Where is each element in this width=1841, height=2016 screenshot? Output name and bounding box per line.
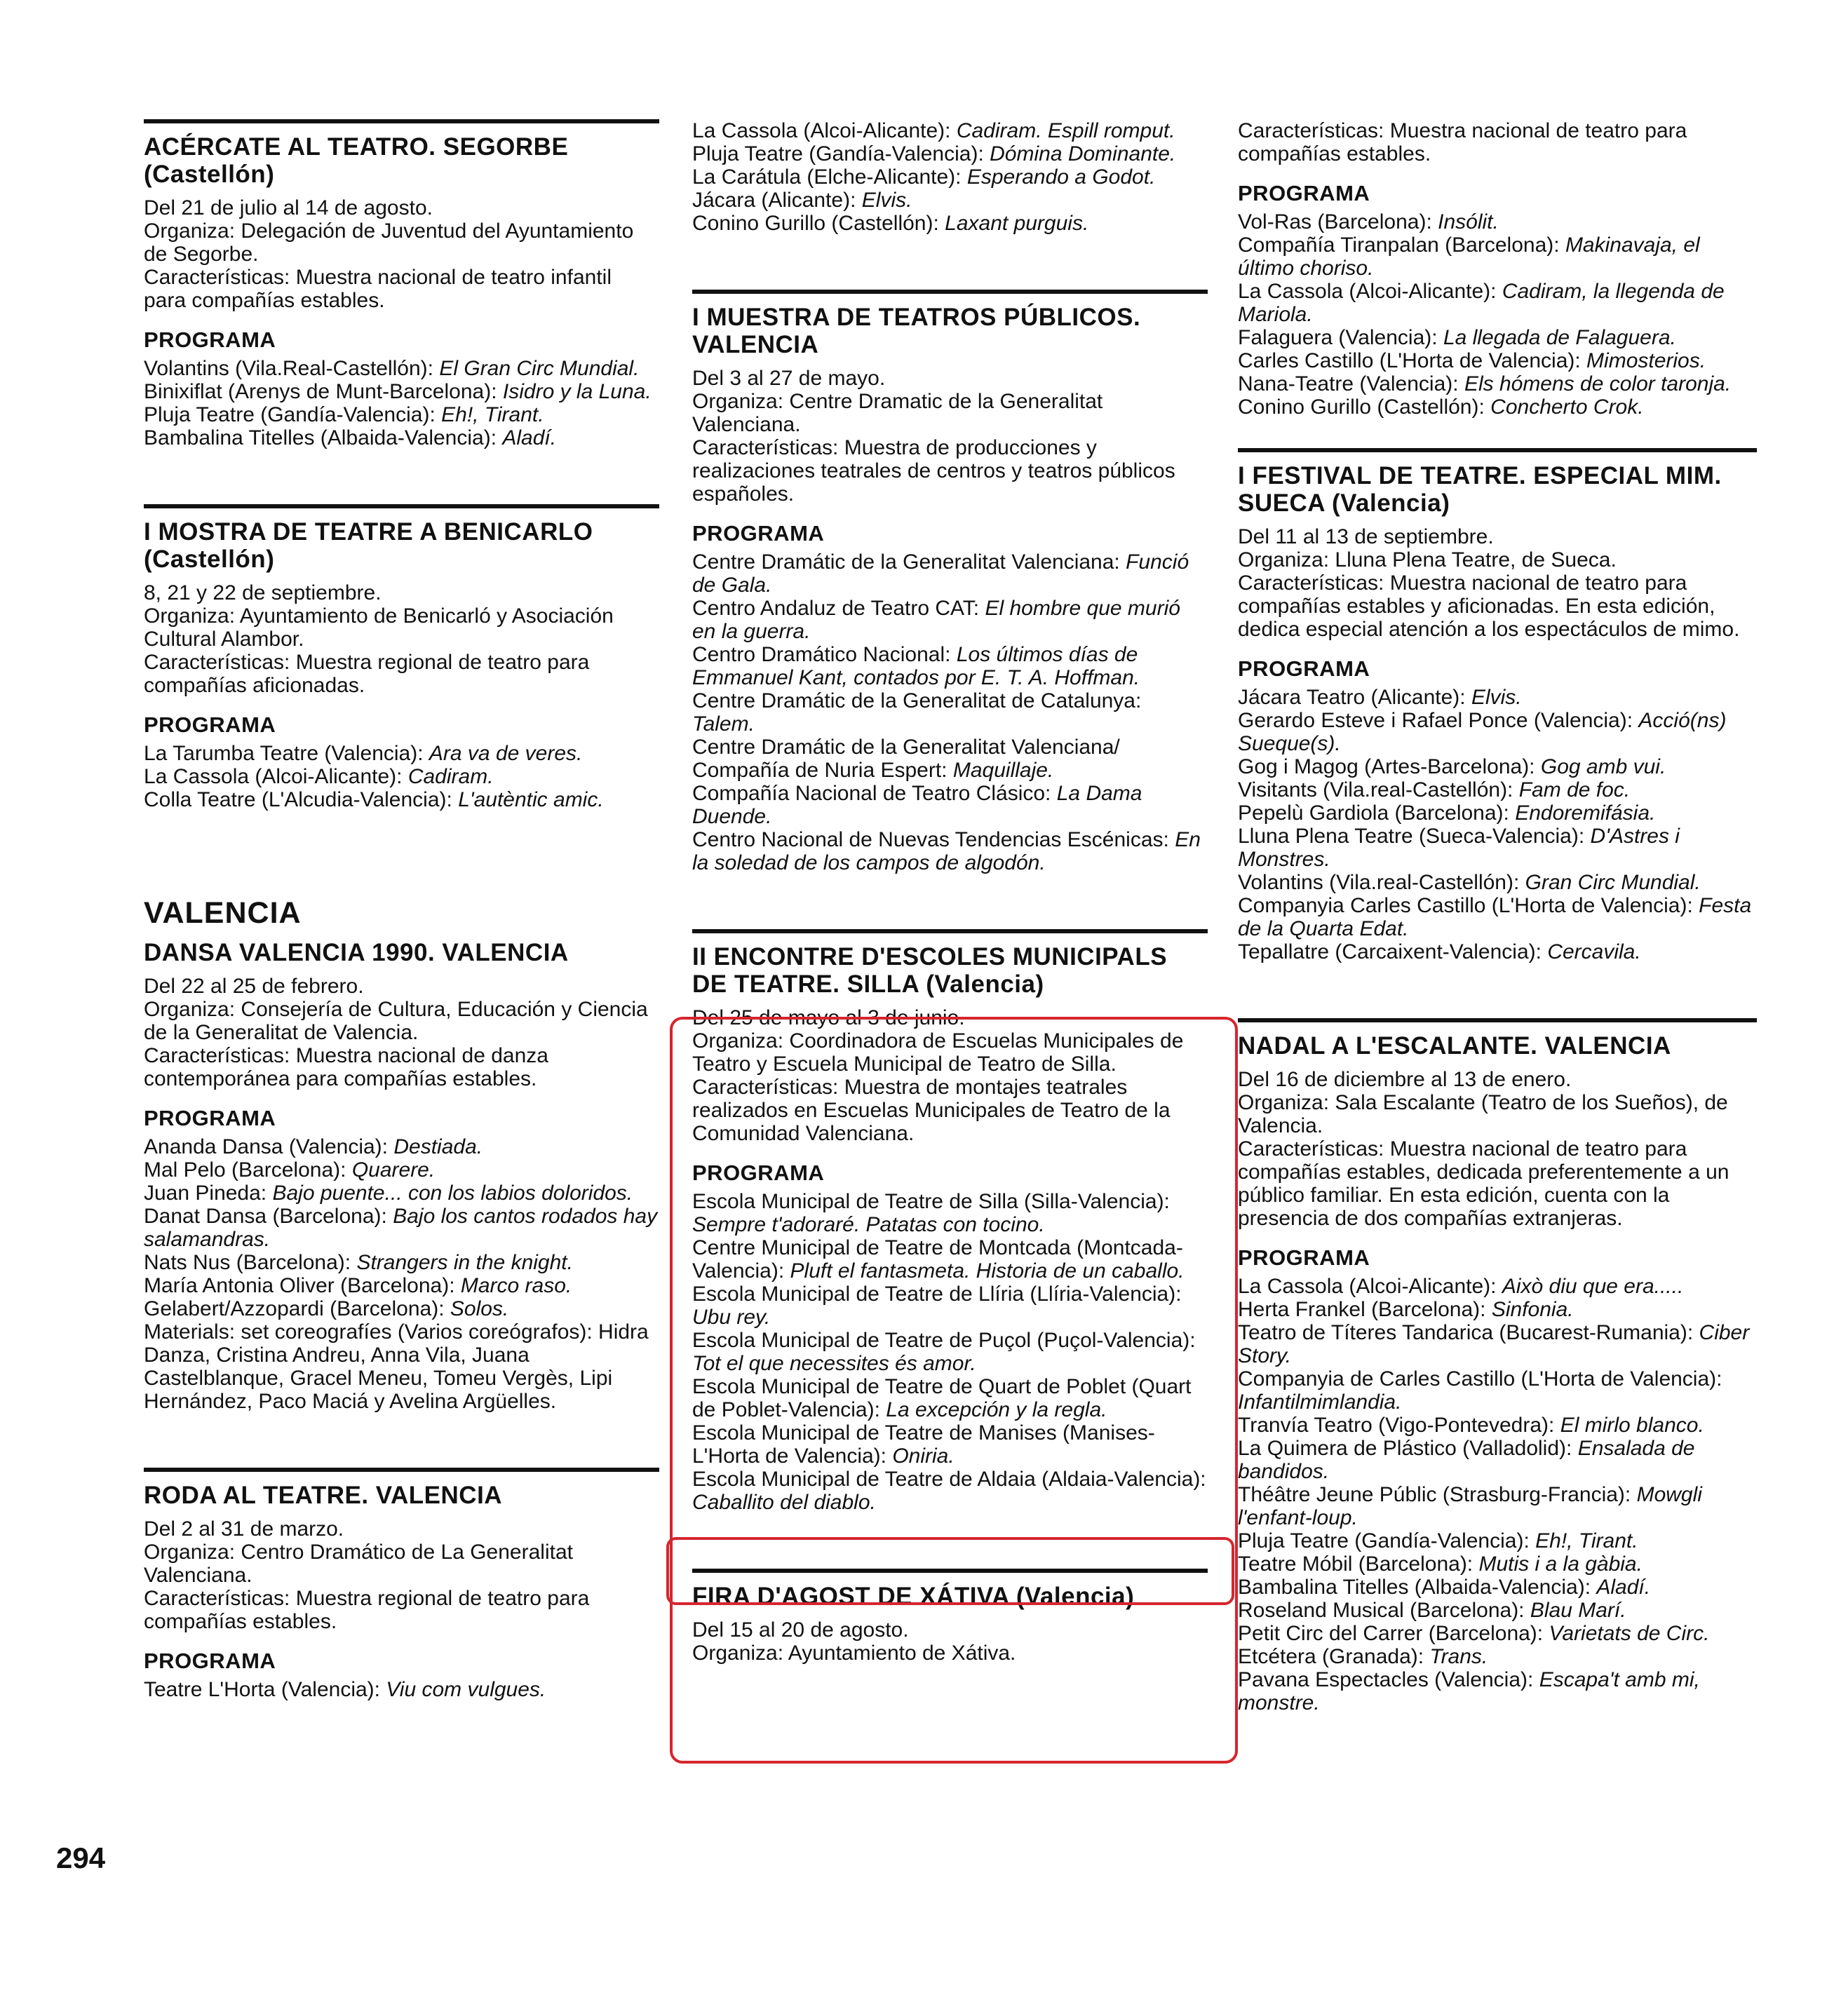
work-title: Ara va de veres. (429, 742, 583, 765)
festival-segorbe (144, 119, 659, 449)
program-entry (1238, 1622, 1757, 1645)
program-entry (1238, 778, 1757, 801)
program-entry (144, 1274, 659, 1297)
section-title: RODA AL TEATRE. VALENCIA (144, 1482, 503, 1509)
program-entry (1238, 372, 1757, 395)
characteristics: Características: Muestra regional de teatro para compañías estables. (144, 1587, 590, 1633)
festival-xativa (692, 1569, 1208, 1665)
program-entry (692, 736, 1208, 782)
work-title: Sinfonia. (1491, 1298, 1574, 1321)
work-title: Els hómens de color taronja. (1464, 372, 1732, 395)
organizer: Organiza: Ayuntamiento de Xátiva. (692, 1642, 1016, 1665)
work-title: Destiada. (393, 1135, 483, 1158)
work-title: Strangers in the knight. (356, 1251, 573, 1274)
company: Centre Dramátic de la Generalitat de Catalunya: (692, 689, 1142, 712)
company: Bambalina Titelles (Albaida-Valencia): (144, 426, 497, 449)
program-entry (1238, 1483, 1757, 1529)
section-rule (144, 119, 659, 123)
program-entry (144, 380, 659, 403)
work-title: Això diu que era..... (1502, 1275, 1684, 1298)
company: Mal Pelo (Barcelona): (144, 1158, 346, 1182)
section-title: I MOSTRA DE TEATRE A BENICARLO (Castellón) (144, 518, 593, 573)
program-entry (1238, 686, 1757, 709)
program-entry (1238, 1576, 1757, 1599)
section-title: FIRA D'AGOST DE XÁTIVA (Valencia) (692, 1583, 1135, 1610)
company: Jácara Teatro (Alicante): (1238, 686, 1466, 709)
work-title: Gran Circ Mundial. (1525, 871, 1701, 894)
work-title: Dómina Dominante. (990, 142, 1176, 165)
program-heading: PROGRAMA (692, 521, 825, 546)
program-list (144, 357, 659, 449)
program-list (144, 1135, 659, 1413)
work-title: Mowgli l'enfant-loup. (1238, 1483, 1702, 1529)
company: Companyia Carles Castillo (L'Horta de Valencia): (1238, 894, 1693, 917)
program-entry (144, 426, 659, 449)
program-entry (1238, 894, 1757, 940)
work-title: Gog amb vui. (1540, 755, 1666, 778)
company: Nana-Teatre (Valencia): (1238, 372, 1459, 395)
program-entry (1238, 1529, 1757, 1552)
company: Volantins (Vila.Real-Castellón): (144, 357, 433, 380)
section-title: II ENCONTRE D'ESCOLES MUNICIPALS DE TEATRE. SILLA (Valencia) (692, 943, 1168, 998)
company: María Antonia Oliver (Barcelona): (144, 1274, 455, 1297)
program-entry (692, 212, 1208, 235)
program-heading: PROGRAMA (144, 1649, 276, 1673)
company: Binixiflat (Arenys de Munt-Barcelona): (144, 380, 497, 403)
company: La Cassola (Alcoi-Alicante): (692, 119, 951, 142)
company: Visitants (Vila.real-Castellón): (1238, 778, 1513, 801)
organizer: Organiza: Centro Dramático de La Generalitat Valenciana. (144, 1541, 573, 1587)
program-list-continued (692, 119, 1208, 235)
characteristics: Características: Muestra regional de teatro para compañías aficionadas. (144, 651, 590, 697)
program-entry (1238, 825, 1757, 871)
festival-dansa-valencia (144, 939, 659, 1413)
program-entry (692, 643, 1208, 689)
characteristics: Características: Muestra nacional de teatro para compañías estables, dedicada preferentemente a un público familiar. En esta edición, cuenta con la presencia de dos compañías extranjeras. (1238, 1137, 1729, 1230)
program-list (692, 550, 1208, 874)
section-title: I MUESTRA DE TEATROS PÚBLICOS. VALENCIA (692, 304, 1141, 358)
organizer: Organiza: Centre Dramatic de la Generalitat Valenciana. (692, 390, 1103, 436)
work-title: Cadiram. (407, 765, 494, 788)
company: Bambalina Titelles (Albaida-Valencia): (1238, 1576, 1591, 1599)
company: Materials: set coreografíes (Varios coreógrafos): Hidra Danza, Cristina Andreu, Anna Vila, Juana Castelblanque, Gracel Meneu, Tomeu Vergès, Lipi Hernández, Paco Maciá y Avelina Argüelles. (144, 1320, 649, 1413)
company: Escola Municipal de Teatre de Aldaia (Aldaia-Valencia): (692, 1468, 1206, 1491)
program-entry (692, 689, 1208, 736)
characteristics: Características: Muestra de producciones y realizaciones teatrales de centros y teatros públicos españoles. (692, 436, 1175, 506)
company: Pavana Espectacles (Valencia): (1238, 1668, 1534, 1691)
program-entry (144, 1158, 659, 1182)
work-title: Trans. (1429, 1645, 1488, 1668)
company: Escola Municipal de Teatre de Silla (Silla-Valencia): (692, 1190, 1170, 1213)
program-heading: PROGRAMA (144, 1106, 276, 1130)
work-title: Esperando a Godot. (966, 165, 1156, 189)
work-title: Aladí. (502, 426, 557, 449)
festival-benicarlo (144, 504, 659, 811)
work-title: Aladí. (1596, 1576, 1651, 1599)
program-entry (144, 1297, 659, 1320)
work-title: Sempre t'adoraré. Patatas con tocino. (692, 1213, 1045, 1236)
program-entry (1238, 940, 1757, 963)
company: Pepelù Gardiola (Barcelona): (1238, 801, 1509, 825)
company: Jácara (Alicante): (692, 189, 856, 212)
company: Teatre Móbil (Barcelona): (1238, 1552, 1474, 1576)
work-title: Ubu rey. (692, 1306, 771, 1329)
company: Nats Nus (Barcelona): (144, 1251, 351, 1274)
program-entry (692, 1375, 1208, 1421)
work-title: D'Astres i Monstres. (1238, 825, 1680, 871)
characteristics-continued: Características: Muestra nacional de teatro para compañías estables. (1238, 119, 1687, 165)
program-entry (692, 828, 1208, 874)
program-entry (144, 1135, 659, 1158)
program-entry (1238, 1298, 1757, 1321)
work-title: Marco raso. (460, 1274, 572, 1297)
company: La Cassola (Alcoi-Alicante): (1238, 280, 1497, 303)
organizer: Organiza: Ayuntamiento de Benicarló y Asociación Cultural Alambor. (144, 604, 614, 651)
work-title: Pluft el fantasmeta. Historia de un caballo. (790, 1259, 1185, 1283)
company: Companyia de Carles Castillo (L'Horta de Valencia): (1238, 1367, 1722, 1391)
company: Pluja Teatre (Gandía-Valencia): (692, 142, 984, 165)
section-rule (1238, 1018, 1757, 1022)
program-entry (1238, 1552, 1757, 1576)
program-entry (1238, 1437, 1757, 1483)
program-list (692, 1190, 1208, 1514)
festival-teatros-publicos (692, 290, 1208, 874)
section-title: NADAL A L'ESCALANTE. VALENCIA (1238, 1032, 1671, 1060)
program-entry (1238, 280, 1757, 326)
dates: Del 15 al 20 de agosto. (692, 1618, 909, 1642)
program-entry (144, 1205, 659, 1251)
work-title: La Dama Duende. (692, 782, 1142, 828)
program-heading: PROGRAMA (144, 327, 276, 352)
program-entry (692, 165, 1208, 189)
work-title: Eh!, Tirant. (441, 403, 544, 426)
company: Escola Municipal de Teatre de Puçol (Puçol-Valencia): (692, 1329, 1196, 1352)
work-title: L'autèntic amic. (458, 788, 604, 811)
work-title: El Gran Circ Mundial. (439, 357, 640, 380)
company: Conino Gurillo (Castellón): (692, 212, 939, 235)
program-heading: PROGRAMA (144, 712, 276, 737)
work-title: La excepción y la regla. (886, 1398, 1107, 1421)
section-title: ACÉRCATE AL TEATRO. SEGORBE (Castellón) (144, 133, 569, 188)
characteristics: Características: Muestra nacional de teatro para compañías estables y aficionadas. En esta edición, dedica especial atención a los espectáculos de mimo. (1238, 571, 1740, 641)
program-entry (1238, 234, 1757, 280)
company: Etcétera (Granada): (1238, 1645, 1424, 1668)
company: Compañía Tiranpalan (Barcelona): (1238, 234, 1560, 257)
company: Ananda Dansa (Valencia): (144, 1135, 388, 1158)
work-title: Cercavila. (1547, 940, 1641, 963)
company: Centre Dramátic de la Generalitat Valenciana/ Compañía de Nuria Espert: (692, 736, 1120, 782)
company: Volantins (Vila.real-Castellón): (1238, 871, 1520, 894)
column-left (144, 119, 659, 1701)
section-title: DANSA VALENCIA 1990. VALENCIA (144, 939, 569, 966)
company: Lluna Plena Teatre (Sueca-Valencia): (1238, 825, 1585, 848)
program-entry (1238, 395, 1757, 419)
work-title: Solos. (450, 1297, 509, 1320)
program-entry (1238, 326, 1757, 349)
festival-roda-al-teatre (144, 1468, 659, 1701)
company: Centre Dramátic de la Generalitat Valenciana: (692, 550, 1120, 574)
program-entry (144, 357, 659, 380)
work-title: La llegada de Falaguera. (1443, 326, 1676, 349)
program-entry (1238, 1645, 1757, 1668)
dates: Del 21 de julio al 14 de agosto. (144, 196, 433, 219)
program-entry (144, 742, 659, 765)
work-title: Funció de Gala. (692, 550, 1189, 597)
work-title: Escapa't amb mi, monstre. (1238, 1668, 1700, 1714)
organizer: Organiza: Lluna Plena Teatre, de Sueca. (1238, 548, 1617, 571)
work-title: En la soledad de los campos de algodón. (692, 828, 1201, 874)
work-title: Bajo puente... con los labios doloridos. (272, 1182, 633, 1205)
work-title: Cadiram, la llegenda de Mariola. (1238, 280, 1725, 326)
page-number: 294 (56, 1841, 106, 1874)
work-title: Mimosterios. (1586, 349, 1706, 372)
company: Gelabert/Azzopardi (Barcelona): (144, 1297, 445, 1320)
program-entry (692, 782, 1208, 828)
program-entry (692, 1236, 1208, 1283)
work-title: Elvis. (861, 189, 912, 212)
dates: Del 16 de diciembre al 13 de enero. (1238, 1068, 1572, 1091)
work-title: Varietats de Circ. (1549, 1622, 1710, 1645)
program-entry (692, 550, 1208, 597)
work-title: Cadiram. Espill romput. (956, 119, 1175, 142)
program-entry (692, 1468, 1208, 1514)
program-entry (1238, 1599, 1757, 1622)
work-title: El mirlo blanco. (1560, 1414, 1704, 1437)
company: La Tarumba Teatre (Valencia): (144, 742, 424, 765)
section-rule (692, 929, 1208, 933)
work-title: Talem. (692, 712, 755, 736)
characteristics: Características: Muestra nacional de danza contemporánea para compañías estables. (144, 1044, 548, 1090)
work-title: Festa de la Quarta Edat. (1238, 894, 1752, 940)
program-entry (1238, 1367, 1757, 1414)
work-title: Ensalada de bandidos. (1238, 1437, 1695, 1483)
company: Colla Teatre (L'Alcudia-Valencia): (144, 788, 452, 811)
program-entry (144, 1678, 659, 1701)
organizer: Organiza: Sala Escalante (Teatro de los Sueños), de Valencia. (1238, 1091, 1728, 1137)
organizer: Organiza: Consejería de Cultura, Educación y Ciencia de la Generalitat de Valencia. (144, 998, 648, 1044)
program-entry (692, 119, 1208, 142)
program-list (144, 742, 659, 811)
company: Tepallatre (Carcaixent-Valencia): (1238, 940, 1542, 963)
work-title: Quarere. (351, 1158, 436, 1182)
company: La Cassola (Alcoi-Alicante): (144, 765, 403, 788)
program-entry (692, 597, 1208, 643)
characteristics: Características: Muestra de montajes teatrales realizados en Escuelas Municipales de Teatro de la Comunidad Valenciana. (692, 1076, 1171, 1145)
program-entry (1238, 755, 1757, 778)
company: Falaguera (Valencia): (1238, 326, 1438, 349)
company: Tranvía Teatro (Vigo-Pontevedra): (1238, 1414, 1555, 1437)
program-entry (144, 788, 659, 811)
dates: 8, 21 y 22 de septiembre. (144, 581, 382, 604)
program-entry (1238, 1668, 1757, 1714)
program-entry (1238, 349, 1757, 372)
work-title: Acció(ns) Sueque(s). (1238, 709, 1727, 755)
program-list (144, 1678, 659, 1701)
company: Herta Frankel (Barcelona): (1238, 1298, 1486, 1321)
work-title: Caballito del diablo. (692, 1491, 876, 1514)
company: Roseland Musical (Barcelona): (1238, 1599, 1525, 1622)
company: Centro Nacional de Nuevas Tendencias Escénicas: (692, 828, 1169, 851)
work-title: Elvis. (1471, 686, 1522, 709)
dates: Del 11 al 13 de septiembre. (1238, 525, 1494, 548)
characteristics: Características: Muestra nacional de teatro infantil para compañías estables. (144, 266, 612, 312)
company: Escola Municipal de Teatre de Quart de Poblet (Quart de Poblet-Valencia): (692, 1375, 1192, 1421)
work-title: Infantilmimlandia. (1238, 1391, 1402, 1414)
work-title: Endoremifásia. (1515, 801, 1656, 825)
organizer: Organiza: Coordinadora de Escuelas Municipales de Teatro y Escuela Municipal de Teatro de Silla. (692, 1029, 1184, 1076)
section-rule (692, 290, 1208, 294)
section-rule (144, 504, 659, 508)
program-entry (144, 1320, 659, 1413)
festival-silla (692, 929, 1208, 1514)
work-title: Mutis i a la gàbia. (1478, 1552, 1643, 1576)
company: La Carátula (Elche-Alicante): (692, 165, 962, 189)
company: La Quimera de Plástico (Valladolid): (1238, 1437, 1572, 1460)
section-rule (692, 1569, 1208, 1573)
festival-sueca (1238, 448, 1757, 963)
company: Conino Gurillo (Castellón): (1238, 395, 1485, 419)
program-list (1238, 686, 1757, 963)
program-entry (692, 1421, 1208, 1468)
company: Carles Castillo (L'Horta de Valencia): (1238, 349, 1581, 372)
program-list-continued (1238, 210, 1757, 419)
dates: Del 3 al 27 de mayo. (692, 367, 886, 390)
work-title: Ciber Story. (1238, 1321, 1750, 1367)
company: La Cassola (Alcoi-Alicante): (1238, 1275, 1497, 1298)
program-heading: PROGRAMA (1238, 1245, 1370, 1270)
program-entry (692, 142, 1208, 165)
organizer: Organiza: Delegación de Juventud del Ayuntamiento de Segorbe. (144, 219, 634, 266)
section-rule (144, 1468, 659, 1472)
dates: Del 2 al 31 de marzo. (144, 1517, 344, 1541)
program-entry (144, 403, 659, 426)
company: Gog i Magog (Artes-Barcelona): (1238, 755, 1535, 778)
company: Petit Circ del Carrer (Barcelona): (1238, 1622, 1544, 1645)
company: Compañía Nacional de Teatro Clásico: (692, 782, 1051, 805)
program-entry (1238, 709, 1757, 755)
work-title: Oniria. (892, 1445, 955, 1468)
program-heading: PROGRAMA (1238, 656, 1370, 681)
section-rule (1238, 448, 1757, 452)
company: Escola Municipal de Teatre de Manises (Manises-L'Horta de Valencia): (692, 1421, 1155, 1468)
program-entry (692, 1329, 1208, 1375)
work-title: Bajo los cantos rodados hay salamandras. (144, 1205, 658, 1251)
company: Centre Municipal de Teatre de Montcada (Montcada-Valencia): (692, 1236, 1183, 1283)
work-title: Makinavaja, el último choriso. (1238, 234, 1700, 280)
column-middle (692, 119, 1208, 1665)
dates: Del 22 al 25 de febrero. (144, 975, 364, 998)
company: Teatro de Títeres Tandarica (Bucarest-Rumania): (1238, 1321, 1694, 1344)
work-title: Isidro y la Luna. (502, 380, 652, 403)
program-entry (1238, 871, 1757, 894)
program-entry (692, 1283, 1208, 1329)
company: Pluja Teatre (Gandía-Valencia): (1238, 1529, 1530, 1552)
program-entry (1238, 801, 1757, 825)
work-title: El hombre que murió en la guerra. (692, 597, 1180, 643)
column-right (1238, 119, 1757, 1714)
festival-escalante (1238, 1018, 1757, 1714)
work-title: Blau Marí. (1530, 1599, 1626, 1622)
program-heading: PROGRAMA (692, 1161, 825, 1185)
work-title: Fam de foc. (1518, 778, 1631, 801)
program-entry (1238, 1275, 1757, 1298)
company: Teatre L'Horta (Valencia): (144, 1678, 380, 1701)
work-title: Viu com vulgues. (386, 1678, 546, 1701)
program-entry (1238, 1414, 1757, 1437)
work-title: Tot el que necessites és amor. (692, 1352, 976, 1375)
company: Pluja Teatre (Gandía-Valencia): (144, 403, 436, 426)
work-title: Laxant purguis. (945, 212, 1089, 235)
company: Danat Dansa (Barcelona): (144, 1205, 387, 1228)
company: Théâtre Jeune Públic (Strasburg-Francia): (1238, 1483, 1631, 1506)
program-entry (1238, 1321, 1757, 1367)
program-list (1238, 1275, 1757, 1714)
dates: Del 25 de mayo al 3 de junio. (692, 1006, 965, 1029)
work-title: Eh!, Tirant. (1535, 1529, 1638, 1552)
program-entry (1238, 210, 1757, 234)
company: Centro Dramático Nacional: (692, 643, 951, 666)
program-entry (692, 1190, 1208, 1236)
work-title: Los últimos días de Emmanuel Kant, contados por E. T. A. Hoffman. (692, 643, 1140, 689)
work-title: Maquillaje. (952, 759, 1054, 782)
program-entry (144, 765, 659, 788)
program-entry (144, 1182, 659, 1205)
company: Gerardo Esteve i Rafael Ponce (Valencia): (1238, 709, 1633, 732)
section-title: I FESTIVAL DE TEATRE. ESPECIAL MIM. SUECA (Valencia) (1238, 462, 1722, 517)
region-heading: VALENCIA (144, 896, 302, 930)
company: Centro Andaluz de Teatro CAT: (692, 597, 980, 620)
company: Vol-Ras (Barcelona): (1238, 210, 1432, 234)
program-heading: PROGRAMA (1238, 181, 1370, 205)
program-entry (692, 189, 1208, 212)
work-title: Concherto Crok. (1490, 395, 1644, 419)
work-title: Insólit. (1438, 210, 1499, 234)
program-entry (144, 1251, 659, 1274)
company: Juan Pineda: (144, 1182, 267, 1205)
company: Escola Municipal de Teatre de Llíria (Llíria-Valencia): (692, 1283, 1182, 1306)
